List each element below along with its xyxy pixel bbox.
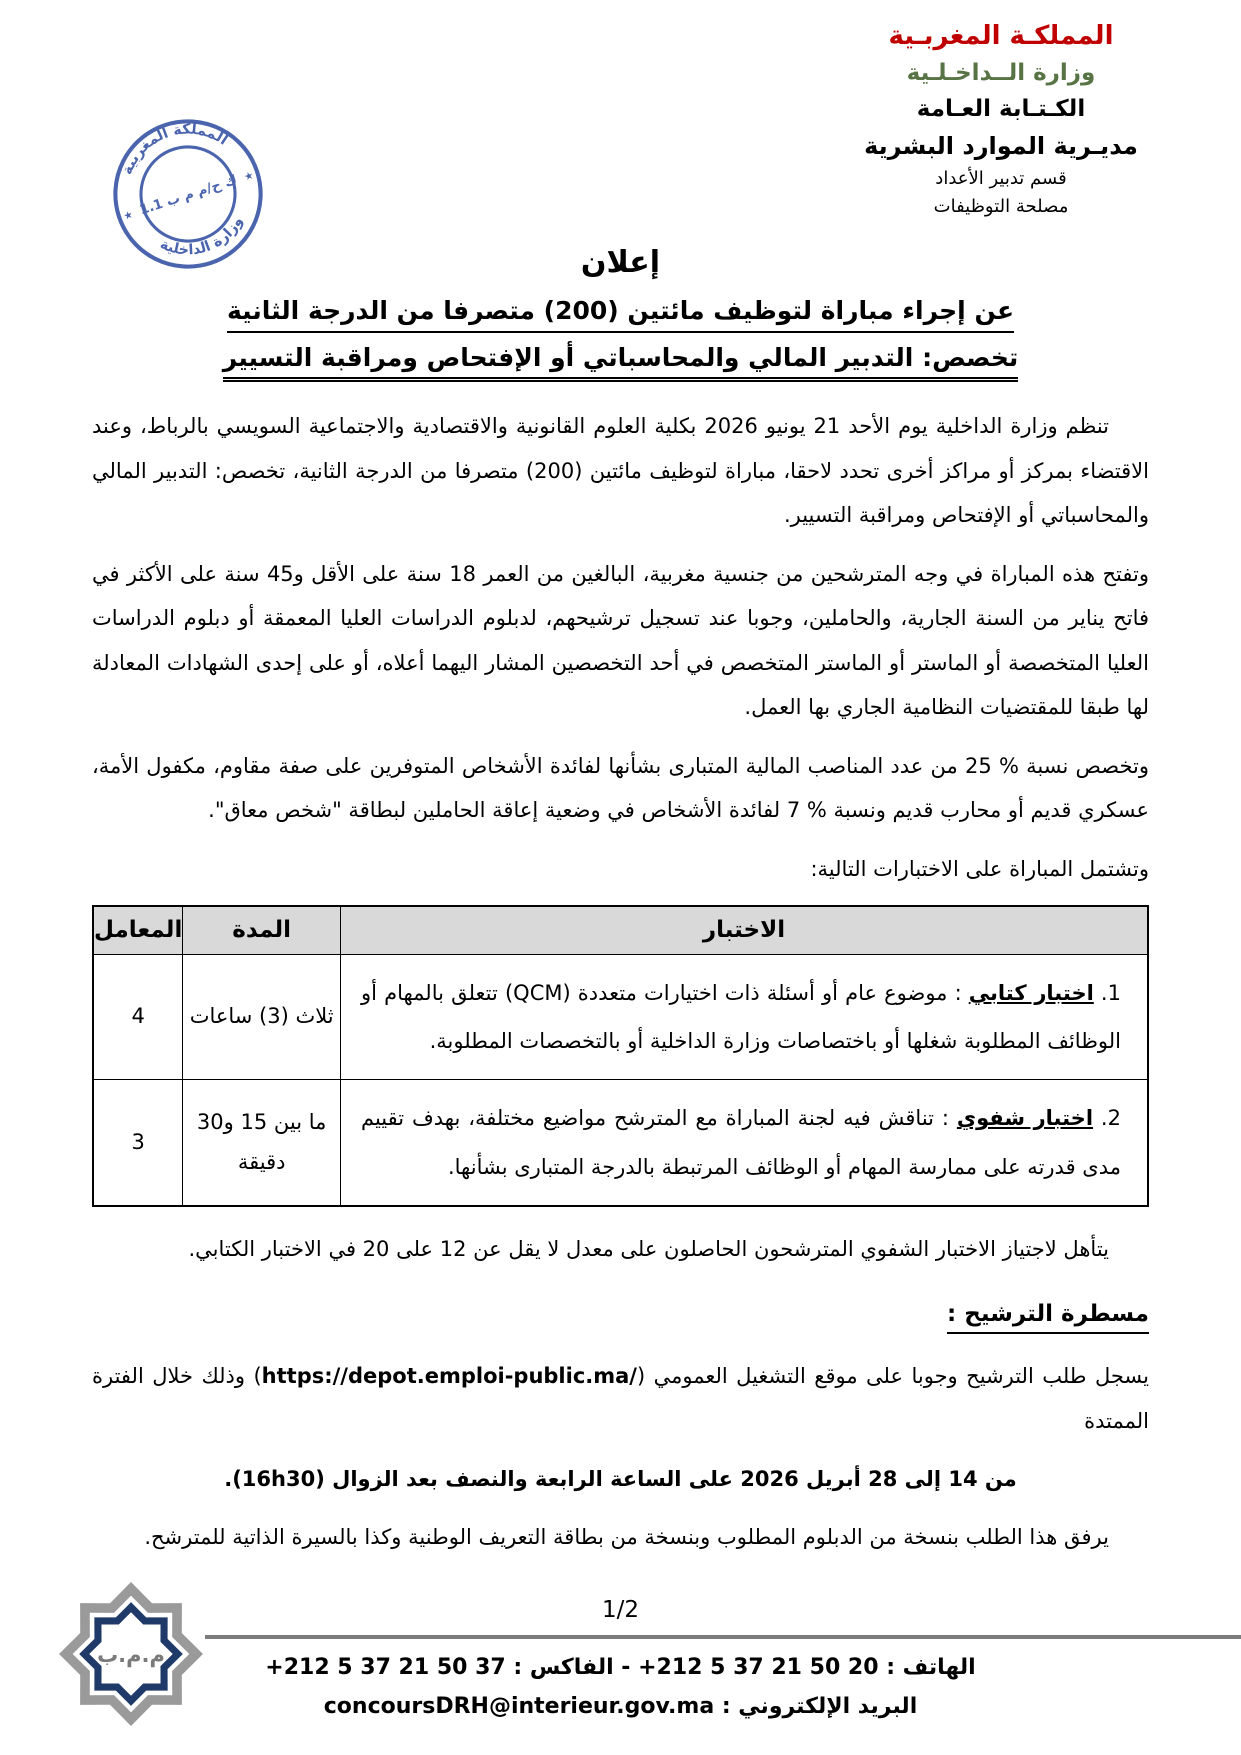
exam-separator: : [947, 980, 969, 1005]
table-row [93, 1080, 1148, 1206]
stamp-top-text: المملكة المغربية [119, 121, 231, 178]
page-number: 1/2 [601, 1597, 639, 1623]
exams-table [92, 905, 1149, 1207]
exam-title: اختبار شفوي [956, 1106, 1094, 1131]
exam-written-duration: ثلاث (3) ساعات [183, 954, 341, 1080]
footer-divider [205, 1635, 1241, 1639]
letterhead [821, 16, 1181, 221]
paragraph-organization: تنظم وزارة الداخلية يوم الأحد 21 يونيو 2026 بكلية العلوم القانونية والاقتصادية والاجتماعية السويسي بالرباط، وعند الاقتضاء بمركز أو مراكز أخرى تحدد لاحقا، مباراة لتوظيف مائتين (200) متصرفا من الدرجة الثانية، تخصص: التدبير المالي والمحاسباتي أو الإفتحاص ومراقبة التسيير. [92, 414, 1149, 528]
exam-oral-coefficient: 3 [93, 1080, 183, 1206]
registration-deadline: من 14 إلى 28 أبريل 2026 على الساعة الرابعة والنصف بعد الزوال (16h30). [224, 1467, 1017, 1492]
fax-label: الفاكس : [513, 1655, 614, 1680]
exam-oral-duration: ما بين 15 و30 دقيقة [183, 1080, 341, 1206]
table-row [93, 954, 1148, 1080]
exam-oral-cell [340, 1080, 1148, 1206]
registration-text-1: يسجل طلب الترشيح وجوبا على موقع التشغيل العمومي ( [636, 1364, 1149, 1389]
paragraph-conditions: وتفتح هذه المباراة في وجه المترشحين من جنسية مغربية، البالغين من العمر 18 سنة على الأقل و45 سنة على الأكثر في فاتح يناير من السنة الجارية، والحاملين، وجوبا عند تسجيل ترشيحهم، لدبلوم الدراسات العليا المعمقة أو دبلوم الدراسات العليا المتخصصة أو الماستر أو الماستر المتخصص في أحد التخصصين المشار اليهما أعلاه، أو على إحدى الشهادات المعادلة لها طبقا للمقتضيات النظامية الجاري بها العمل. [92, 561, 1150, 720]
email-address: concoursDRH@interieur.gov.ma [323, 1693, 715, 1719]
hr-directorate: مديـرية الموارد البشرية [864, 131, 1138, 160]
dash-separator: - [621, 1655, 631, 1680]
procedure-heading: مسطرة الترشيح : [947, 1301, 1149, 1334]
exam-number: 1. [1100, 980, 1121, 1005]
header-duration: المدة [183, 906, 341, 954]
paragraph-attachments: يرفق هذا الطلب بنسخة من الدبلوم المطلوب وبنسخة من بطاقة التعريف الوطنية وكذا بالسيرة الذاتية للمترشح. [144, 1525, 1109, 1550]
svg-text:وزارة الداخلية [154, 211, 252, 270]
exam-description: تناقش فيه لجنة المباراة مع المترشح مواضيع مختلفة، بهدف تقييم مدى قدرته على ممارسة المهام أو الوظائف المرتبطة بالدرجة المتبارى بشأنها. [360, 1106, 1121, 1179]
ministry-title: وزارة الــداخـلـية [906, 60, 1096, 87]
paragraph-registration [92, 1354, 1149, 1443]
header-exam: الاختبار [340, 906, 1148, 954]
exam-written-cell [340, 954, 1148, 1080]
stamp-center-text: ك ح/م م ب 1.1 [137, 172, 240, 219]
paragraph-eligibility: يتأهل لاجتياز الاختبار الشفوي المترشحون الحاصلون على معدل لا يقل عن 12 على 20 في الاختبار الكتابي. [188, 1236, 1109, 1261]
exam-written-coefficient: 4 [93, 954, 183, 1080]
exam-separator: : [934, 1106, 957, 1131]
staffing-division: قسم تدبير الأعداد [935, 167, 1067, 189]
phone-label: الهاتف : [886, 1655, 976, 1680]
page-footer [0, 1577, 1241, 1755]
fax-number: +212 5 37 21 50 37 [265, 1655, 506, 1680]
svg-text:المملكة المغربية [110, 107, 233, 181]
paragraph-tests-intro: وتشتمل المباراة على الاختبارات التالية: [810, 856, 1149, 881]
registration-url: https://depot.emploi-public.ma/ [261, 1364, 637, 1389]
table-header-row [93, 906, 1148, 954]
header-coefficient: المعامل [93, 906, 183, 954]
stamp-bottom-text: وزارة الداخلية [157, 214, 247, 259]
recruitment-service: مصلحة التوظيفات [933, 195, 1069, 217]
announcement-subtitle-1: عن إجراء مباراة لتوظيف مائتين (200) متصرفا من الدرجة الثانية [227, 296, 1014, 333]
official-stamp-icon [98, 104, 278, 288]
announcement-title: إعلان [580, 245, 661, 280]
drh-logo-icon [56, 1579, 206, 1733]
registration-text-2: ) وذلك خلال الفترة الممتدة [92, 1364, 1149, 1433]
phone-number: +212 5 37 21 50 20 [638, 1655, 879, 1680]
kingdom-title: المملكـة المغربـية [888, 21, 1114, 51]
exam-title: اختبار كتابي [968, 980, 1094, 1005]
announcement-subtitle-2: تخصص: التدبير المالي والمحاسباتي أو الإفتحاص ومراقبة التسيير [223, 343, 1018, 382]
paragraph-quotas: وتخصص نسبة % 25 من عدد المناصب المالية المتبارى بشأنها لفائدة الأشخاص المتوفرين على صفة مقاوم، مكفول الأمة، عسكري قديم أو محارب قديم ونسبة % 7 لفائدة الأشخاص في وضعية إعاقة الحاملين لبطاقة "شخص معاق". [92, 753, 1149, 823]
general-secretariat: الكـتـابة العـامة [916, 95, 1086, 122]
stamp-star-left-icon: ★ [122, 209, 135, 223]
logo-text: م.م.ب [97, 1643, 165, 1667]
exam-description: موضوع عام أو أسئلة ذات اختيارات متعددة (QCM) تتعلق بالمهام أو الوظائف المطلوبة شغلها أو باختصاصات وزارة الداخلية أو بالتخصصات المطلوبة. [360, 980, 1121, 1053]
stamp-star-right-icon: ★ [243, 170, 256, 184]
exam-number: 2. [1100, 1106, 1121, 1131]
email-label: البريد الإلكتروني : [721, 1693, 918, 1719]
